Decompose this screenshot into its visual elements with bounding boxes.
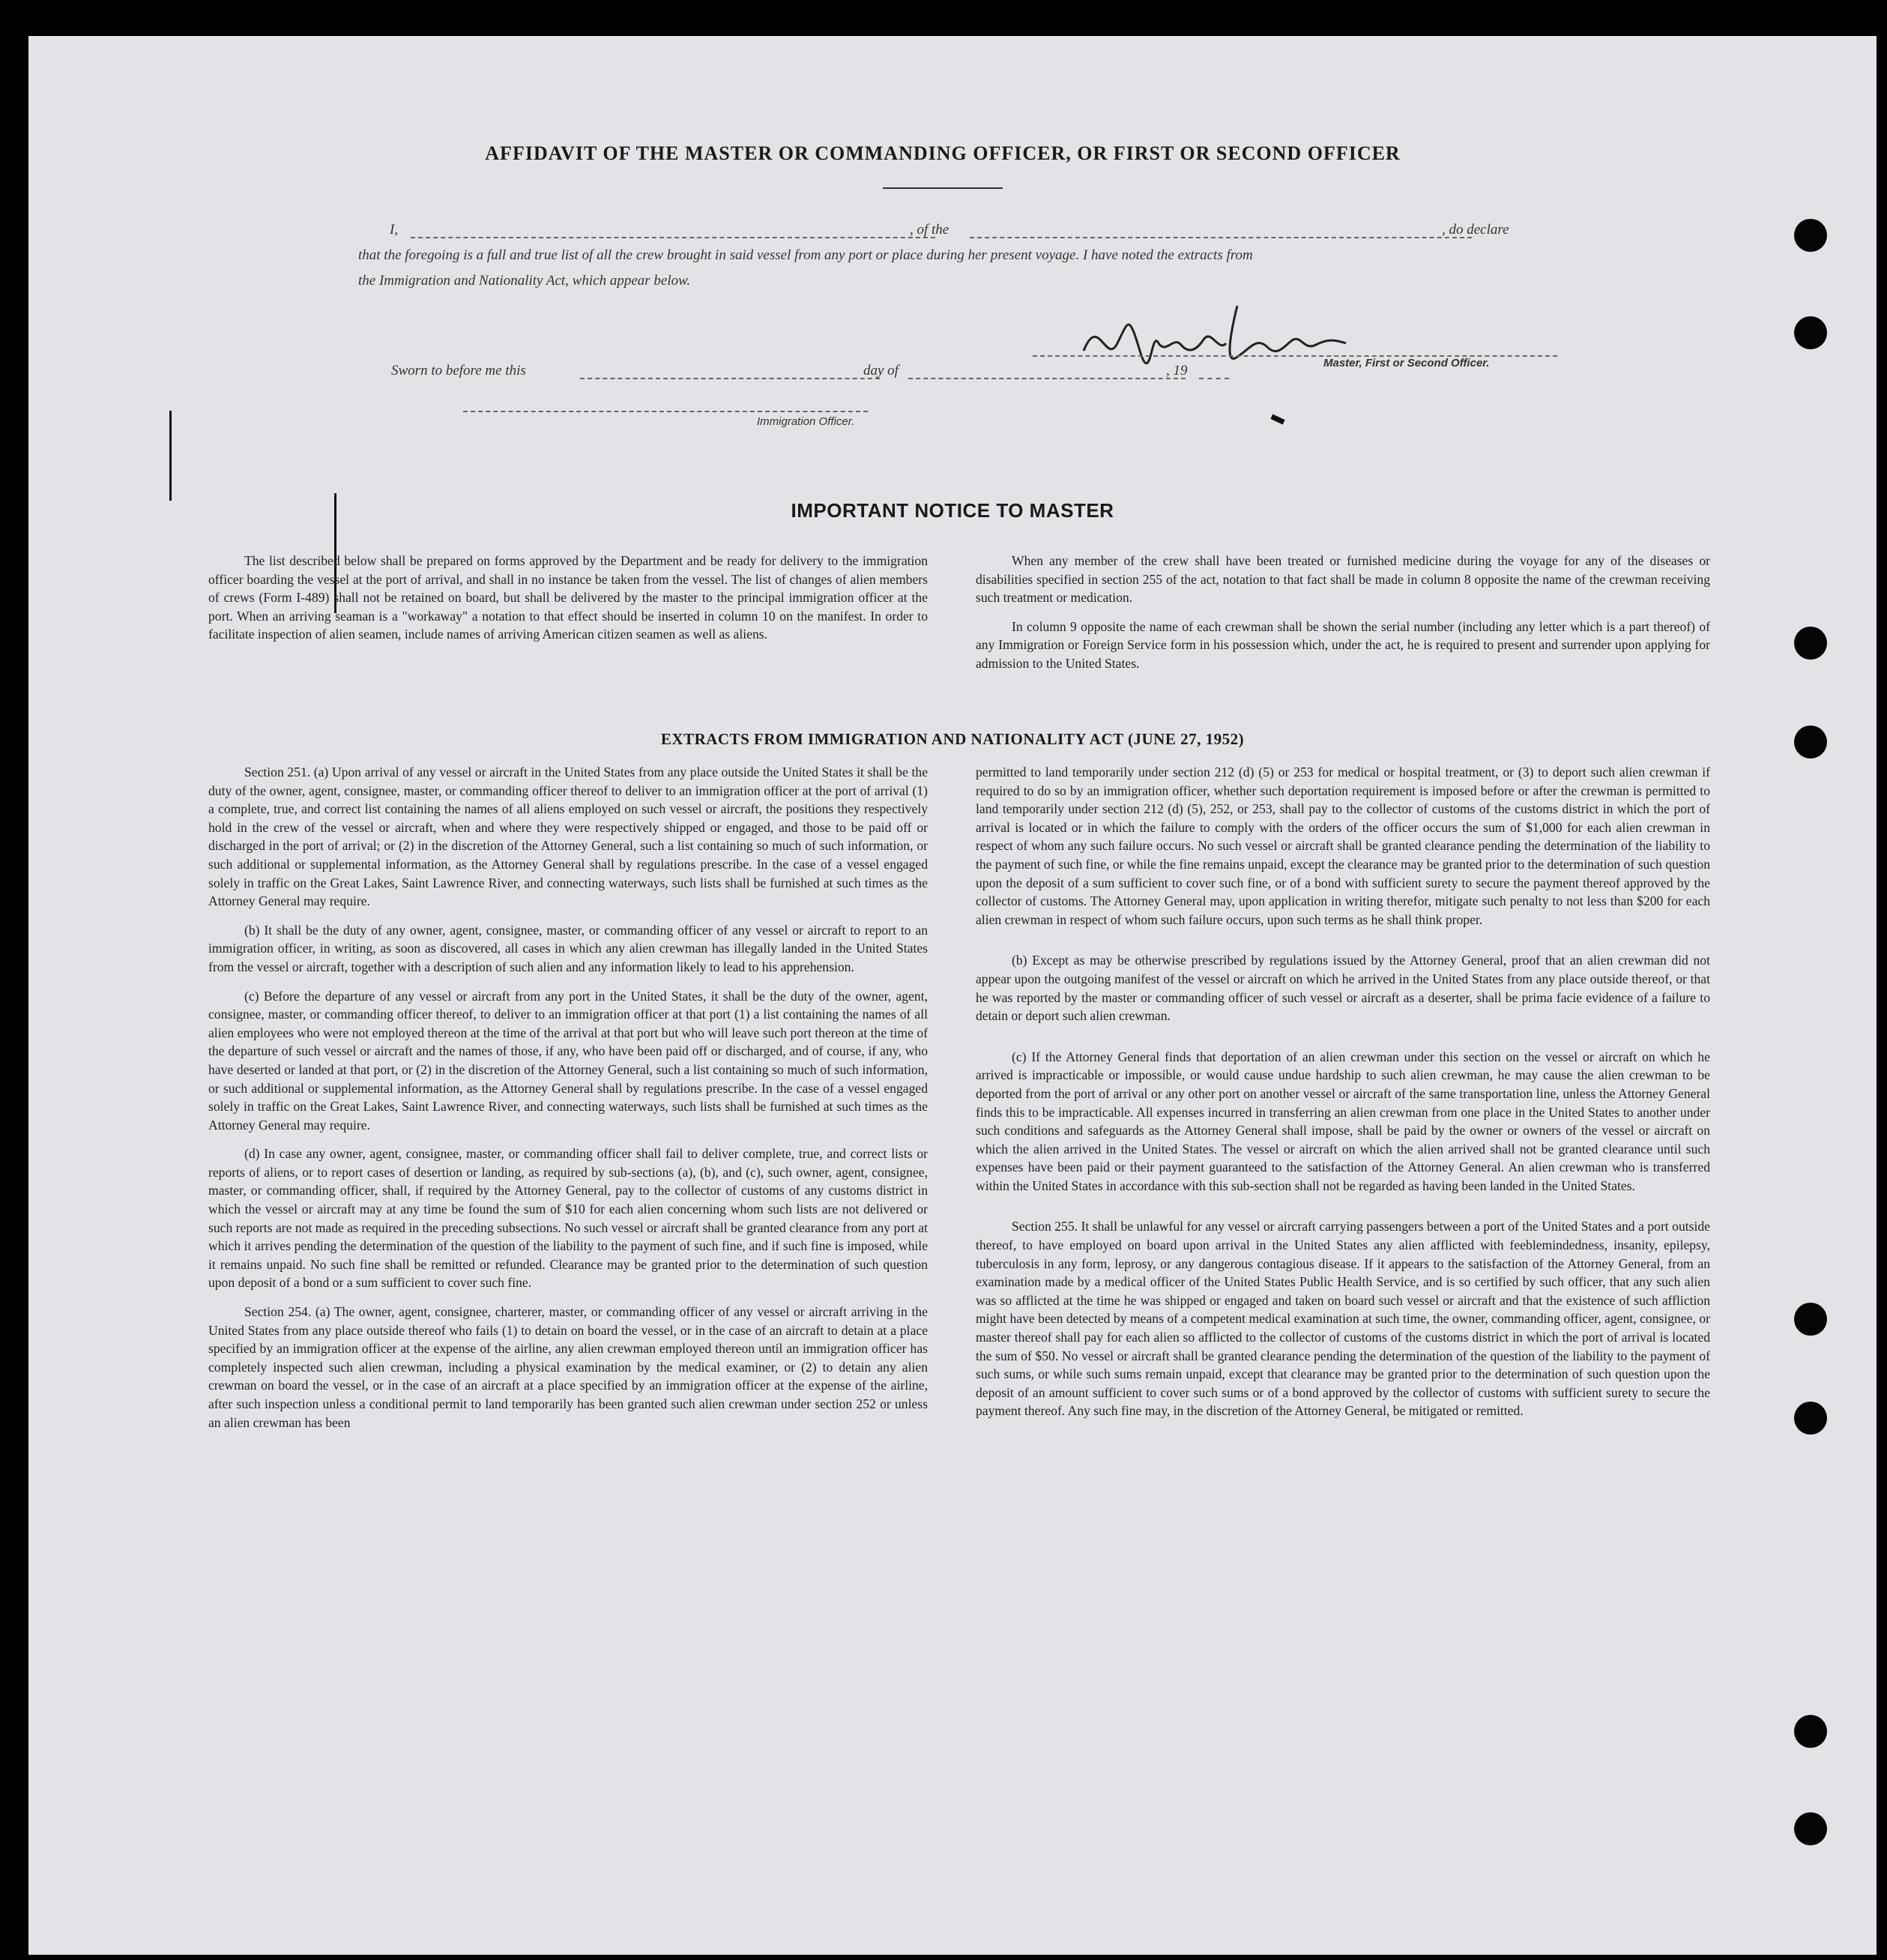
of-the-label: , of the bbox=[910, 222, 949, 238]
punch-hole bbox=[1794, 316, 1827, 349]
punch-hole bbox=[1794, 1402, 1827, 1435]
notice-right-paragraph-1: When any member of the crew shall have been treated or furnished medicine during the voyage for any of the diseases or disabilities specified in section 255 of the act, notation to that fact shall be made in column 8 opposite the name of the crewman receiving such treatment or medication. bbox=[976, 553, 1710, 606]
punch-hole bbox=[1794, 1812, 1827, 1845]
extracts-title: EXTRACTS FROM IMMIGRATION AND NATIONALITY ACT (JUNE 27, 1952) bbox=[660, 730, 1245, 748]
document-page bbox=[28, 36, 1877, 1955]
master-caption: Master, First or Second Officer. bbox=[1323, 357, 1490, 370]
declaration-line-1: that the foregoing is a full and true list of all the crew brought in said vessel from any port or place during her present voyage. I have noted the extracts from bbox=[358, 247, 1253, 263]
declarant-name-line bbox=[411, 237, 935, 238]
margin-mark bbox=[1270, 414, 1284, 425]
notice-left-paragraph: The list described below shall be prepared on forms approved by the Department and be ready for delivery to the immigration officer boarding the vessel at the port of arrival, and shall in no instance be taken from the vessel. The list of changes of alien members of crews (Form I-489) shall not be retained on board, but shall be delivered by the master to the principal immigration officer at the port. When an arriving seaman is a "workaway" a notation to that effect should be inserted in column 10 on the manifest. In order to facilitate inspection of alien seamen, include names of arriving American citizen seamen as well as aliens. bbox=[208, 553, 928, 642]
margin-mark bbox=[169, 411, 172, 501]
punch-hole bbox=[1794, 1303, 1827, 1336]
section-251-c: (c) Before the departure of any vessel or aircraft from any port in the United States, it shall be the duty of the owner, agent, consignee, master, or commanding officer thereof, to deliver to an immigration officer at that port (1) a list containing the names of all alien employees who were not employed thereon at the time of the arrival at that port but who will leave such port thereon at the time of the departure of such vessel or aircraft and the names of those, if any, who have been paid off or discharged, and of course, if any, who have deserted or landed at that port, or (2) in the discretion of the Attorney General, such a list containing so much of such information, or such additional or supplemental information, as the Attorney General shall by regulations prescribe. In the case of a vessel engaged solely in traffic on the Great Lakes, Saint Lawrence River, and connecting waterways, such lists shall be furnished at such times as the Attorney General may require. bbox=[208, 988, 928, 1133]
section-254-b: (b) Except as may be otherwise prescribed by regulations issued by the Attorney General, proof that an alien crewman did not appear upon the outgoing manifest of the vessel or aircraft on which he arrived in the United States from any place outside thereof, or that he was reported by the master or commanding officer of such vessel or aircraft as a deserter, shall be prima facie evidence of a failure to detain or deport such alien crewman. bbox=[976, 953, 1710, 1024]
year-label: , 19 bbox=[1166, 363, 1188, 379]
declarant-label: I, bbox=[390, 222, 399, 238]
year-line bbox=[1199, 378, 1229, 379]
section-251-d: (d) In case any owner, agent, consignee, master, or commanding officer shall fail to deliver complete, true, and correct lists or reports of aliens, or to report cases of desertion or landing, as required by sub-sections (a), (b), and (c), such owner, agent, consignee, master, or commanding officer, shall, if required by the Attorney General, pay to the collector of customs of any customs district in which the vessel or aircraft may at any time be found the sum of $10 for each alien concerning whom such lists are not delivered or such reports are not made as required in the preceding subsections. No such vessel or aircraft shall be granted clearance from any port at which it arrives pending the determination of the question of the liability to the payment of such fine, and if such fine is imposed, while it remains unpaid. No such fine shall be remitted or refunded. Clearance may be granted prior to the determination of such question upon deposit of a bond or a sum sufficient to cover such fine. bbox=[208, 1146, 928, 1291]
immigration-officer-line bbox=[463, 411, 868, 412]
sworn-day-line bbox=[580, 378, 880, 379]
day-of-label: day of bbox=[863, 363, 899, 379]
sworn-label: Sworn to before me this bbox=[391, 363, 526, 379]
punch-hole bbox=[1794, 627, 1827, 660]
punch-hole bbox=[1794, 1715, 1827, 1748]
sworn-month-line bbox=[908, 378, 1186, 379]
section-251-a: Section 251. (a) Upon arrival of any vessel or aircraft in the United States from any place outside the United States it shall be the duty of the owner, agent, consignee, master, or commanding officer thereof to deliver to an immigration officer at the port of arrival (1) a complete, true, and correct list containing the names of all aliens employed on such vessel or aircraft, the positions they respectively hold in the crew of the vessel or aircraft, when and where they were respectively shipped or engaged, and those to be paid off or discharged in the port of arrival; or (2) in the discretion of the Attorney General, such a list containing so much of such information, or such additional or supplemental information, as the Attorney General shall by regulations prescribe. In the case of a vessel engaged solely in traffic on the Great Lakes, Saint Lawrence River, and connecting waterways, such lists shall be furnished at such times as the Attorney General may require. bbox=[208, 765, 928, 909]
notice-right-column bbox=[976, 552, 1710, 684]
section-255: Section 255. It shall be unlawful for any vessel or aircraft carrying passengers between a port of the United States and a port outside thereof, to have employed on board upon arrival in the United States any alien afflicted with feeblemindedness, insanity, epilepsy, tuberculosis in any form, leprosy, or any dangerous contagious disease. If it appears to the satisfaction of the Attorney General, from an examination made by a medical officer of the United States Public Health Service, and is so certified by such officer, that any such alien was so afflicted at the time he was shipped or engaged and taken on board such vessel or aircraft and that the existence of such affliction might have been detected by means of a competent medical examination at such time, the owner, commanding officer, agent, consignee, or master thereof shall pay for each alien so afflicted to the collector of customs of the customs district in which the port of arrival is located the sum of $50. No vessel or aircraft shall be granted clearance pending the determination of the question of the liability to the payment of such sums, or while such sums remain unpaid, except that clearance may be granted prior to the determination of such question upon the deposit of an amount sufficient to cover such sums or of a bond approved by the collector of customs with sufficient surety to secure the payment thereof. Any such fine may, in the discretion of the Attorney General, be mitigated or remitted. bbox=[976, 1219, 1710, 1419]
punch-hole bbox=[1794, 219, 1827, 252]
extracts-left-column bbox=[208, 763, 928, 1442]
title-underline bbox=[883, 187, 1003, 189]
section-254-c: (c) If the Attorney General finds that deportation of an alien crewman under this section on the vessel or aircraft on which he arrived is impracticable or impossible, or would cause undue hardship to such alien crewman, he may cause the alien crewman to be deported from the port of arrival or any other port on another vessel or aircraft of the same transportation line, unless the Attorney General finds this to be impracticable. All expenses incurred in transferring an alien crewman from one place in the United States to another under such conditions and safeguards as the Attorney General shall impose, shall be paid by the owner or owners of the vessel or aircraft on which the alien arrived in the United States. The vessel or aircraft on which the alien arrived shall not be granted clearance until such expenses have been paid or their payment guaranteed to the satisfaction of the Attorney General. An alien crewman who is transferred within the United States in accordance with this sub-section shall not be regarded as having been landed in the United States. bbox=[976, 1049, 1710, 1193]
do-declare-label: , do declare bbox=[1442, 222, 1509, 238]
vessel-name-line bbox=[970, 237, 1472, 238]
notice-right-paragraph-2: In column 9 opposite the name of each crewman shall be shown the serial number (including any letter which is a part thereof) of any Immigration or Foreign Service form in his possession which, under the act, he is required to present and surrender upon applying for admission to the United States. bbox=[976, 618, 1710, 671]
notice-title: IMPORTANT NOTICE TO MASTER bbox=[791, 499, 1114, 522]
declaration-line-2: the Immigration and Nationality Act, which appear below. bbox=[358, 273, 691, 289]
section-254-a-continued: permitted to land temporarily under section 212 (d) (5) or 253 for medical or hospital treatment, or (3) to deport such alien crewman if required to do so by an immigration officer, whether such deportation requirement is imposed before or after the crewman is permitted to land temporarily under section 212 (d) (5), 252, or 253, shall pay to the collector of customs of the customs district in which the port of arrival is located or in which the failure to comply with the orders of the officer occurs the sum of $1,000 for each alien crewman in respect of whom any such failure occurs. No such vessel or aircraft shall be granted clearance pending the determination of the liability to the payment of such fine, or while the fine remains unpaid, except the clearance may be granted prior to the determination of such question upon the deposit of a sum sufficient to cover such fine, or of a bond with sufficient surety to secure the payment thereof approved by the collector of customs. The Attorney General may, upon application in writing therefor, mitigate such penalty to not less than $200 for each alien crewman in respect of whom such failure occurs, upon such terms as he shall think proper. bbox=[976, 765, 1710, 927]
extracts-right-column bbox=[976, 763, 1710, 1431]
section-254-a: Section 254. (a) The owner, agent, consignee, charterer, master, or commanding officer of any vessel or aircraft arriving in the United States from any place outside thereof who fails (1) to detain on board the vessel, or in the case of an aircraft to detain at a place specified by an immigration officer at the expense of the airline, any alien crewman employed thereon until an immigration officer has completely inspected such alien crewman, including a physical examination by the medical examiner, or (2) to detain any alien crewman on board the vessel, or in the case of an aircraft at a place specified by an immigration officer at the expense of the airline, after such inspection unless a conditional permit to land temporarily has been granted such alien crewman under section 252 or unless an alien crewman has been bbox=[208, 1304, 928, 1430]
immigration-officer-caption: Immigration Officer. bbox=[757, 415, 855, 428]
notice-left-column bbox=[208, 552, 928, 654]
affidavit-title: AFFIDAVIT OF THE MASTER OR COMMANDING OFFICER, OR FIRST OR SECOND OFFICER bbox=[485, 142, 1401, 164]
section-251-b: (b) It shall be the duty of any owner, agent, consignee, master, or commanding officer of any vessel or aircraft to report to an immigration officer, in writing, as soon as discovered, all cases in which any alien crewman has illegally landed in the United States from the vessel or aircraft, together with a description of such alien and any information likely to lead to his apprehension. bbox=[208, 922, 928, 974]
